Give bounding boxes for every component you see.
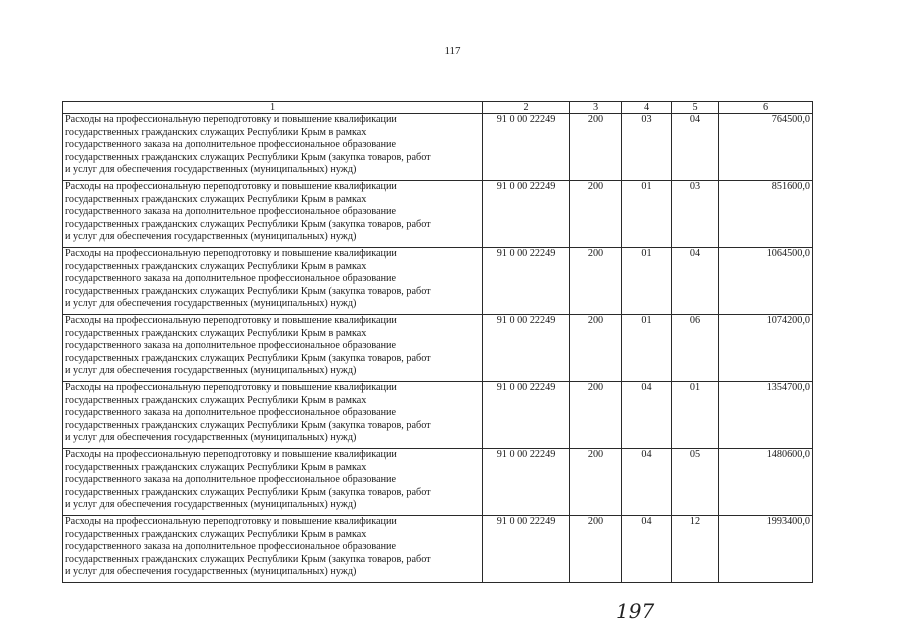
row-subsection: 04 <box>672 114 719 181</box>
description-line: Расходы на профессиональную переподготовку и повышение квалификации <box>65 449 397 460</box>
description-line: государственных гражданских служащих Республики Крым (закупка товаров, работ <box>65 419 431 431</box>
description-line: государственных гражданских служащих Республики Крым (закупка товаров, работ <box>65 151 431 163</box>
description-line: Расходы на профессиональную переподготовку и повышение квалификации <box>65 248 397 259</box>
description-line: государственного заказа на дополнительное профессиональное образование <box>65 206 397 218</box>
row-section: 01 <box>622 248 672 315</box>
row-amount: 1064500,0 <box>719 248 813 315</box>
row-amount: 1993400,0 <box>719 516 813 583</box>
row-description <box>63 449 483 516</box>
header-row <box>63 102 813 114</box>
header-subsection: 5 <box>672 102 719 114</box>
table-body <box>63 114 813 583</box>
description-line: и услуг для обеспечения государственных (муниципальных) нужд) <box>65 298 357 310</box>
description-line: государственных гражданских служащих Республики Крым в рамках <box>65 327 367 339</box>
row-description <box>63 248 483 315</box>
description-line: государственных гражданских служащих Республики Крым в рамках <box>65 394 367 406</box>
row-expense-type: 200 <box>570 248 622 315</box>
row-subsection: 12 <box>672 516 719 583</box>
row-section: 01 <box>622 315 672 382</box>
description-line: Расходы на профессиональную переподготовку и повышение квалификации <box>65 181 397 192</box>
row-section: 01 <box>622 181 672 248</box>
row-expense-type: 200 <box>570 114 622 181</box>
description-line: государственных гражданских служащих Республики Крым (закупка товаров, работ <box>65 486 431 498</box>
description-line: и услуг для обеспечения государственных (муниципальных) нужд) <box>65 164 357 176</box>
row-code: 91 0 00 22249 <box>483 315 570 382</box>
budget-table <box>62 101 813 583</box>
row-amount: 1480600,0 <box>719 449 813 516</box>
description-line: и услуг для обеспечения государственных (муниципальных) нужд) <box>65 499 357 511</box>
row-subsection: 06 <box>672 315 719 382</box>
handwritten-note-text: 197 <box>616 599 655 623</box>
table-row <box>63 516 813 583</box>
description-line: Расходы на профессиональную переподготовку и повышение квалификации <box>65 114 397 125</box>
table-row <box>63 315 813 382</box>
row-description <box>63 516 483 583</box>
header-code: 2 <box>483 102 570 114</box>
row-expense-type: 200 <box>570 449 622 516</box>
table-row <box>63 114 813 181</box>
description-line: Расходы на профессиональную переподготовку и повышение квалификации <box>65 382 397 393</box>
description-line: государственного заказа на дополнительное профессиональное образование <box>65 474 397 486</box>
description-line: государственного заказа на дополнительное профессиональное образование <box>65 407 397 419</box>
header-section: 4 <box>622 102 672 114</box>
row-code: 91 0 00 22249 <box>483 382 570 449</box>
row-amount: 1074200,0 <box>719 315 813 382</box>
row-section: 04 <box>622 382 672 449</box>
header-expense-type: 3 <box>570 102 622 114</box>
header-description: 1 <box>63 102 483 114</box>
header-amount: 6 <box>719 102 813 114</box>
row-amount: 764500,0 <box>719 114 813 181</box>
description-line: и услуг для обеспечения государственных (муниципальных) нужд) <box>65 231 357 243</box>
description-line: государственных гражданских служащих Республики Крым в рамках <box>65 193 367 205</box>
row-description <box>63 181 483 248</box>
page-number: 117 <box>444 45 461 57</box>
description-line: и услуг для обеспечения государственных (муниципальных) нужд) <box>65 566 357 578</box>
row-expense-type: 200 <box>570 382 622 449</box>
description-line: Расходы на профессиональную переподготовку и повышение квалификации <box>65 516 397 527</box>
row-description <box>63 114 483 181</box>
row-description <box>63 382 483 449</box>
row-subsection: 05 <box>672 449 719 516</box>
description-line: Расходы на профессиональную переподготовку и повышение квалификации <box>65 315 397 326</box>
row-code: 91 0 00 22249 <box>483 516 570 583</box>
table-row <box>63 248 813 315</box>
row-subsection: 01 <box>672 382 719 449</box>
row-subsection: 04 <box>672 248 719 315</box>
description-line: и услуг для обеспечения государственных (муниципальных) нужд) <box>65 365 357 377</box>
row-code: 91 0 00 22249 <box>483 114 570 181</box>
description-line: государственного заказа на дополнительное профессиональное образование <box>65 541 397 553</box>
row-expense-type: 200 <box>570 516 622 583</box>
description-line: государственного заказа на дополнительное профессиональное образование <box>65 273 397 285</box>
description-line: государственных гражданских служащих Республики Крым (закупка товаров, работ <box>65 352 431 364</box>
row-amount: 851600,0 <box>719 181 813 248</box>
row-subsection: 03 <box>672 181 719 248</box>
description-line: государственных гражданских служащих Республики Крым (закупка товаров, работ <box>65 553 431 565</box>
row-code: 91 0 00 22249 <box>483 449 570 516</box>
description-line: государственного заказа на дополнительное профессиональное образование <box>65 340 397 352</box>
description-line: государственного заказа на дополнительное профессиональное образование <box>65 139 397 151</box>
row-section: 04 <box>622 449 672 516</box>
row-expense-type: 200 <box>570 315 622 382</box>
description-line: государственных гражданских служащих Республики Крым (закупка товаров, работ <box>65 285 431 297</box>
row-amount: 1354700,0 <box>719 382 813 449</box>
description-line: государственных гражданских служащих Республики Крым в рамках <box>65 528 367 540</box>
row-description <box>63 315 483 382</box>
description-line: и услуг для обеспечения государственных (муниципальных) нужд) <box>65 432 357 444</box>
description-line: государственных гражданских служащих Республики Крым в рамках <box>65 461 367 473</box>
row-code: 91 0 00 22249 <box>483 248 570 315</box>
handwritten-note <box>612 598 702 624</box>
description-line: государственных гражданских служащих Республики Крым в рамках <box>65 126 367 138</box>
table-row <box>63 382 813 449</box>
row-section: 03 <box>622 114 672 181</box>
table-row <box>63 449 813 516</box>
row-expense-type: 200 <box>570 181 622 248</box>
description-line: государственных гражданских служащих Республики Крым (закупка товаров, работ <box>65 218 431 230</box>
table-row <box>63 181 813 248</box>
row-section: 04 <box>622 516 672 583</box>
description-line: государственных гражданских служащих Республики Крым в рамках <box>65 260 367 272</box>
row-code: 91 0 00 22249 <box>483 181 570 248</box>
